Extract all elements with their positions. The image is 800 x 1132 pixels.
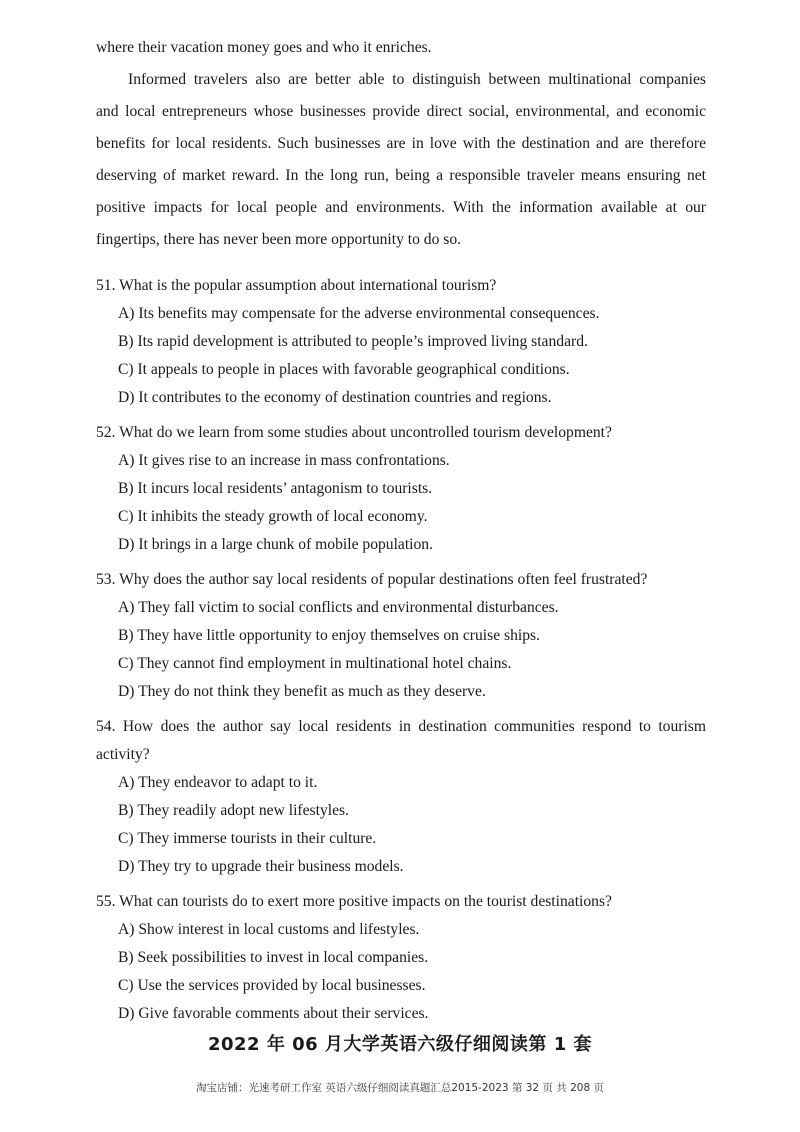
question-51-option-c: C) It appeals to people in places with favorable geographical conditions. <box>118 361 570 378</box>
question-51-option-a: A) Its benefits may compensate for the adverse environmental consequences. <box>118 305 600 322</box>
passage-line: positive impacts for local people and environments. With the information available at our <box>96 199 706 216</box>
passage-line: and local entrepreneurs whose businesses provide direct social, environmental, and economic <box>96 103 706 120</box>
question-52-option-a: A) It gives rise to an increase in mass confrontations. <box>118 452 450 469</box>
question-51-option-d: D) It contributes to the economy of destination countries and regions. <box>118 389 552 406</box>
question-54-stem: 54. How does the author say local residents in destination communities respond to tourism <box>96 718 706 735</box>
question-55-stem: 55. What can tourists do to exert more positive impacts on the tourist destinations? <box>96 893 612 910</box>
passage-line: deserving of market reward. In the long run, being a responsible traveler means ensuring net <box>96 167 706 184</box>
question-52-option-b: B) It incurs local residents’ antagonism to tourists. <box>118 480 433 497</box>
question-54-option-d: D) They try to upgrade their business models. <box>118 858 404 875</box>
question-54-option-b: B) They readily adopt new lifestyles. <box>118 802 349 819</box>
question-52-option-c: C) It inhibits the steady growth of local economy. <box>118 508 428 525</box>
question-55-option-a: A) Show interest in local customs and lifestyles. <box>118 921 420 938</box>
section-title: 2022 年 06 月大学英语六级仔细阅读第 1 套 <box>207 1034 592 1055</box>
question-54-option-a: A) They endeavor to adapt to it. <box>118 774 318 791</box>
passage-line: Informed travelers also are better able to distinguish between multinational companies <box>128 71 706 88</box>
question-51-option-b: B) Its rapid development is attributed to people’s improved living standard. <box>118 333 588 350</box>
question-53-option-a: A) They fall victim to social conflicts and environmental disturbances. <box>118 599 559 616</box>
page-footer: 淘宝店铺：光速考研工作室 英语六级仔细阅读真题汇总2015-2023 第 32 页 共 208 页 <box>196 1082 604 1094</box>
question-54-option-c: C) They immerse tourists in their culture. <box>118 830 377 847</box>
passage-line: benefits for local residents. Such businesses are in love with the destination and are therefore <box>96 135 706 152</box>
question-51-stem: 51. What is the popular assumption about international tourism? <box>96 277 497 294</box>
question-55-option-d: D) Give favorable comments about their services. <box>118 1005 429 1022</box>
passage-line: where their vacation money goes and who it enriches. <box>96 39 432 56</box>
question-54-stem-continued: activity? <box>96 746 150 763</box>
question-53-option-d: D) They do not think they benefit as much as they deserve. <box>118 683 486 700</box>
question-53-option-c: C) They cannot find employment in multinational hotel chains. <box>118 655 512 672</box>
question-55-option-c: C) Use the services provided by local businesses. <box>118 977 426 994</box>
question-55-option-b: B) Seek possibilities to invest in local companies. <box>118 949 429 966</box>
passage-line: fingertips, there has never been more opportunity to do so. <box>96 231 462 248</box>
question-52-option-d: D) It brings in a large chunk of mobile population. <box>118 536 433 553</box>
question-53-stem: 53. Why does the author say local residents of popular destinations often feel frustrated? <box>96 571 648 588</box>
question-53-option-b: B) They have little opportunity to enjoy themselves on cruise ships. <box>118 627 540 644</box>
question-52-stem: 52. What do we learn from some studies about uncontrolled tourism development? <box>96 424 612 441</box>
